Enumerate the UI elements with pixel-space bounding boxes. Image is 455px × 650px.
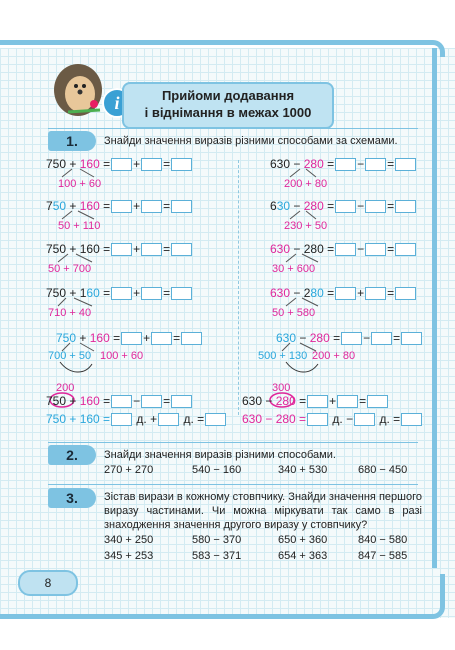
info-icon: i [102, 88, 132, 118]
right-expr-5: 630 − 280 = − = [276, 331, 423, 345]
answer-box[interactable] [401, 332, 422, 345]
answer-box[interactable] [365, 287, 386, 300]
left-helper-5a: 700 + 50 [48, 350, 92, 362]
task-number-2: 2. [48, 445, 96, 465]
task3-item: 840 − 580 [358, 534, 408, 546]
right-helper-5b: 200 + 80 [312, 350, 356, 362]
answer-box[interactable] [354, 413, 375, 426]
answer-box[interactable] [141, 395, 162, 408]
task3-item: 650 + 360 [278, 534, 328, 546]
answer-box[interactable] [111, 287, 132, 300]
right-top-value: 300 [272, 382, 291, 394]
left-expr-5: 750 + 160 = + = [56, 331, 203, 345]
left-expr-1: 750 + 160 = + = [46, 157, 193, 171]
answer-box[interactable] [395, 243, 416, 256]
task3-item: 580 − 370 [192, 534, 242, 546]
left-top-value: 200 [56, 382, 75, 394]
right-expr-6: 630 − 280 = + = [242, 394, 389, 408]
answer-box[interactable] [141, 158, 162, 171]
task2-item: 540 − 160 [192, 464, 242, 476]
hedgehog-illustration [50, 52, 110, 120]
answer-box[interactable] [151, 332, 172, 345]
task2-text: Знайди значення виразів різними способами. [104, 449, 336, 461]
right-expr-2: 630 − 280 = − = [270, 199, 417, 213]
answer-box[interactable] [111, 413, 132, 426]
column-separator [238, 160, 239, 415]
answer-box[interactable] [171, 200, 192, 213]
task3-item: 654 + 363 [278, 550, 328, 562]
answer-box[interactable] [401, 413, 422, 426]
left-expr-6: 750 + 160 = − = [46, 394, 193, 408]
left-expr-4: 750 + 160 = + = [46, 286, 193, 300]
answer-box[interactable] [395, 200, 416, 213]
right-helper-2: 230 + 50 [284, 220, 328, 232]
answer-box[interactable] [335, 243, 356, 256]
answer-box[interactable] [371, 332, 392, 345]
task2-item: 270 + 270 [104, 464, 154, 476]
answer-box[interactable] [111, 243, 132, 256]
answer-box[interactable] [365, 200, 386, 213]
lesson-title [122, 82, 334, 129]
answer-box[interactable] [367, 395, 388, 408]
task2-item: 340 + 530 [278, 464, 328, 476]
answer-box[interactable] [395, 158, 416, 171]
right-expr-7: 630 − 280 = д. − д. = [242, 412, 423, 426]
right-helper-5a: 500 + 130 [258, 350, 308, 362]
left-expr-3: 750 + 160 = + = [46, 242, 193, 256]
divider [48, 484, 418, 485]
left-helper-2: 50 + 110 [58, 220, 101, 232]
answer-box[interactable] [141, 200, 162, 213]
task3-item: 340 + 250 [104, 534, 154, 546]
left-helper-4: 710 + 40 [48, 307, 92, 319]
answer-box[interactable] [141, 287, 162, 300]
divider [48, 442, 418, 443]
page-number: 8 [18, 570, 78, 596]
divider [48, 128, 418, 129]
right-helper-3: 30 + 600 [272, 263, 316, 275]
answer-box[interactable] [365, 158, 386, 171]
task1-text: Знайди значення виразів різними способами за схемами. [104, 135, 398, 147]
left-helper-5b: 100 + 60 [100, 350, 144, 362]
answer-box[interactable] [181, 332, 202, 345]
answer-box[interactable] [171, 395, 192, 408]
answer-box[interactable] [111, 158, 132, 171]
answer-box[interactable] [171, 158, 192, 171]
left-helper-1: 100 + 60 [58, 178, 102, 190]
right-expr-3: 630 − 280 = − = [270, 242, 417, 256]
task3-item: 583 − 371 [192, 550, 242, 562]
left-expr-7: 750 + 160 = д. + д. = [46, 412, 227, 426]
answer-box[interactable] [171, 287, 192, 300]
task3-item: 345 + 253 [104, 550, 154, 562]
answer-box[interactable] [121, 332, 142, 345]
answer-box[interactable] [141, 243, 162, 256]
task3-text: Зістав вирази в кожному стовпчику. Знайди значення першого виразу частинами. Чи можна міркувати так само в разі знаходження значення другого виразу у стовпчику? [104, 491, 422, 531]
answer-box[interactable] [307, 395, 328, 408]
task-number-1: 1. [48, 131, 96, 151]
task-number-3: 3. [48, 488, 96, 508]
answer-box[interactable] [111, 200, 132, 213]
answer-box[interactable] [205, 413, 226, 426]
answer-box[interactable] [365, 243, 386, 256]
answer-box[interactable] [335, 200, 356, 213]
answer-box[interactable] [341, 332, 362, 345]
answer-box[interactable] [171, 243, 192, 256]
answer-box[interactable] [335, 158, 356, 171]
right-expr-1: 630 − 280 = − = [270, 157, 417, 171]
answer-box[interactable] [337, 395, 358, 408]
answer-box[interactable] [335, 287, 356, 300]
left-helper-3: 50 + 700 [48, 263, 92, 275]
task3-item: 847 − 585 [358, 550, 408, 562]
answer-box[interactable] [307, 413, 328, 426]
frame-right [432, 48, 437, 568]
answer-box[interactable] [111, 395, 132, 408]
answer-box[interactable] [158, 413, 179, 426]
answer-box[interactable] [395, 287, 416, 300]
right-helper-1: 200 + 80 [284, 178, 328, 190]
title-line2: і віднімання в межах 1000 [144, 105, 312, 120]
left-expr-2: 750 + 160 = + = [46, 199, 193, 213]
right-helper-4: 50 + 580 [272, 307, 316, 319]
title-line1: Прийоми додавання [161, 88, 295, 103]
right-expr-4: 630 − 280 = + = [270, 286, 417, 300]
task2-item: 680 − 450 [358, 464, 408, 476]
